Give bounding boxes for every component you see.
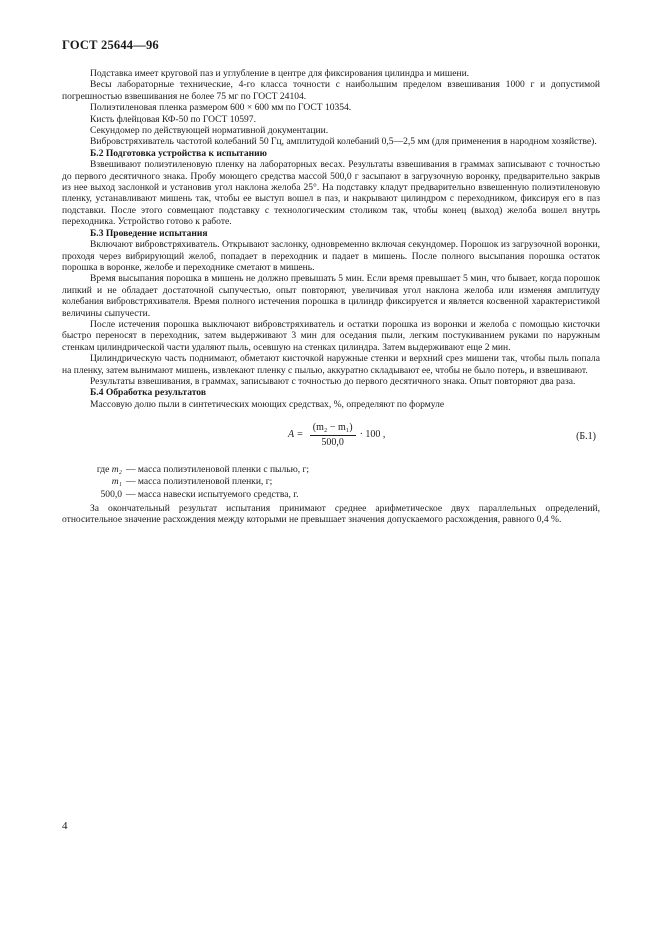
paragraph: Взвешивают полиэтиленовую пленку на лабораторных весах. Результаты взвешивания в граммах записывают с точностью до первого десятичного знака. Пробу моющего средства массой 500,0 г засыпают в загрузочную воронку, предварительно закрыв из нее выход заслонкой и установив угол наклона желоба 25°. На подставку кладут предварительно взвешенную полиэтиленовую пленку, устанавливают мишень так, чтобы ее выступ вошел в паз, и накрывают цилиндром с переходником, фиксируя его в паз подставки. После этого совмещают подставку с технологическим столиком так, чтобы конец (выход) желоба вошел внутрь переходника. Устройство готово к работе. xyxy=(62,159,600,228)
formula-tail: · 100 , xyxy=(359,429,386,441)
document-body xyxy=(62,68,600,526)
formula-equals: = xyxy=(297,429,303,441)
page-number: 4 xyxy=(62,820,68,832)
paragraph: Включают вибровстряхиватель. Открывают заслонку, одновременно включая секундомер. Порошок из загрузочной воронки, проходя через вибрирующий желоб, попадает в переходник и падает в мишень. После полного высыпания порошка остаток порошка в воронке, желобе и переходнике сметают в мишень. xyxy=(62,239,600,273)
legend-symbol xyxy=(62,489,126,501)
section-heading-b2: Б.2 Подготовка устройства к испытанию xyxy=(90,147,267,159)
paragraph: Цилиндрическую часть поднимают, обметают кисточкой наружные стенки и верхний срез мишени так, чтобы пыль попала на пленку, затем вынимают мишень, извлекают пленку с пылью, аккуратно складывают ее, чтобы не было потерь, и взвешивают. xyxy=(62,353,600,376)
document-title: ГОСТ 25644—96 xyxy=(62,38,159,52)
legend-text: — масса полиэтиленовой пленки, г; xyxy=(126,476,273,488)
paragraph: Секундомер по действующей нормативной документации. xyxy=(90,125,329,137)
paragraph: Подставка имеет круговой паз и углубление в центре для фиксирования цилиндра и мишени. xyxy=(90,68,470,79)
legend-symbol-text: m₁ xyxy=(111,476,122,488)
paragraph: Полиэтиленовая пленка размером 600 × 600 мм по ГОСТ 10354. xyxy=(90,102,352,114)
formula xyxy=(288,422,385,448)
paragraph: Кисть флейцовая КФ-50 по ГОСТ 10597. xyxy=(90,113,256,125)
section-heading-b4: Б.4 Обработка результатов xyxy=(90,387,206,399)
equation-number: (Б.1) xyxy=(576,431,596,443)
legend-lead: где xyxy=(96,464,110,476)
paragraph-final: За окончательный результат испытания принимают среднее арифметическое двух параллельных определений, относительное значение расхождения между которыми не превышает значения допускаемого расхождения, равного 0,4 %. xyxy=(62,502,600,526)
legend-symbol-text: m₂ xyxy=(111,464,122,476)
section-heading-b3: Б.3 Проведение испытания xyxy=(90,227,208,239)
formula-legend xyxy=(62,464,600,501)
legend-row xyxy=(62,464,600,476)
formula-numerator: (m₂ − m₁) xyxy=(310,422,356,435)
legend-symbol xyxy=(62,476,126,488)
legend-text: — масса навески испытуемого средства, г. xyxy=(126,488,299,500)
legend-symbol-text: 500,0 xyxy=(100,488,122,500)
formula-fraction xyxy=(310,422,356,448)
legend-row xyxy=(62,489,600,501)
formula-lhs: A xyxy=(288,429,295,441)
paragraph: Время высыпания порошка в мишень не должно превышать 5 мин. Если время превышает 5 мин, что бывает, когда порошок липкий и не обладает достаточной сыпучестью, опыт повторяют, увеличивая угол наклона желоба или изменяя амплитуду колебания вибровстряхивателя. Время полного истечения порошка в цилиндр фиксируется и является косвенной характеристикой величины сыпучести. xyxy=(62,273,600,319)
paragraph: Весы лабораторные технические, 4-го класса точности с наибольшим пределом взвешивания 1000 г и допустимой погрешностью взвешивания не более 75 мг по ГОСТ 24104. xyxy=(62,79,600,102)
legend-row xyxy=(62,476,600,488)
paragraph: Результаты взвешивания, в граммах, записывают с точностью до первого десятичного знака. Опыт повторяют два раза. xyxy=(90,375,576,387)
paragraph: Массовую долю пыли в синтетических моющих средствах, %, определяют по формуле xyxy=(90,398,445,410)
formula-block xyxy=(62,418,600,458)
legend-symbol xyxy=(62,464,126,476)
paragraph: После истечения порошка выключают вибровстряхиватель и остатки порошка из воронки и желоба с помощью кисточки быстро переносят в переходник, затем выдерживают 3 мин для оседания пыли, легким постукиванием руками по наружным стенкам цилиндрической части удаляют пыль, осевшую на стенках цилиндра. Затем выдерживают еще 2 мин. xyxy=(62,318,600,353)
formula-denominator: 500,0 xyxy=(321,436,344,448)
paragraph: Вибровстряхиватель частотой колебаний 50 Гц, амплитудой колебаний 0,5—2,5 мм (для применения в народном хозяйстве). xyxy=(90,136,597,148)
legend-text: — масса полиэтиленовой пленки с пылью, г; xyxy=(126,464,310,476)
